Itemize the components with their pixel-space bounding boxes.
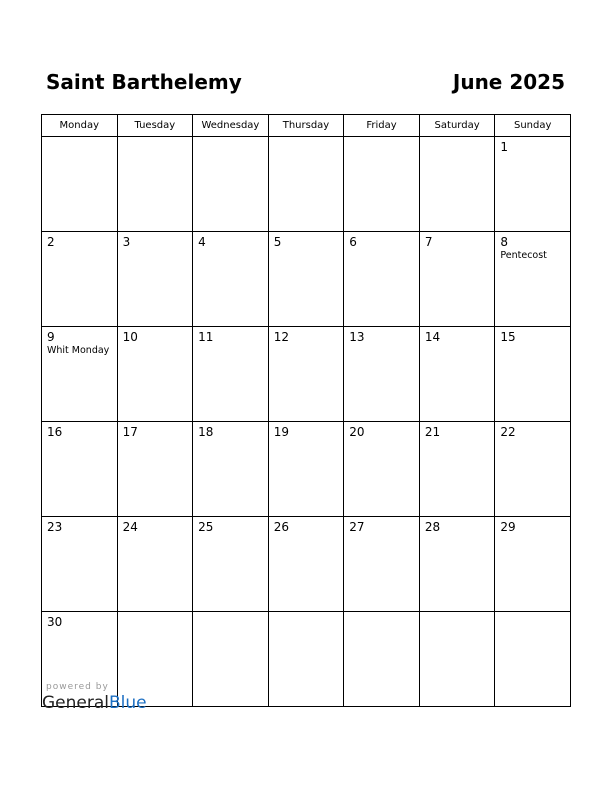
- calendar-day-cell: [268, 232, 344, 327]
- day-number: 16: [47, 425, 63, 439]
- day-number: 26: [273, 520, 289, 534]
- holiday-label: Whit Monday: [47, 345, 110, 356]
- day-number: 25: [198, 520, 214, 534]
- day-number: 29: [500, 520, 516, 534]
- calendar-day-cell: [419, 232, 495, 327]
- calendar-day-cell: [42, 327, 118, 422]
- day-number: 30: [47, 615, 63, 629]
- powered-by-label: powered by: [46, 682, 109, 692]
- day-number: 8: [500, 235, 509, 249]
- calendar-day-cell: [42, 232, 118, 327]
- day-number: 3: [122, 235, 131, 249]
- calendar-day-cell: [419, 327, 495, 422]
- calendar-day-cell: [42, 137, 118, 232]
- calendar-day-cell: [419, 517, 495, 612]
- weekday-header: Friday: [344, 115, 420, 137]
- day-number: 21: [424, 425, 441, 439]
- calendar-day-cell: [117, 327, 193, 422]
- day-number: 19: [273, 425, 289, 439]
- day-number: 9: [47, 330, 55, 344]
- calendar-day-cell: [193, 612, 269, 707]
- calendar-day-cell: [268, 612, 344, 707]
- calendar-day-cell: [495, 137, 571, 232]
- day-number: 2: [47, 235, 55, 249]
- day-number: 6: [349, 235, 357, 249]
- calendar-day-cell: [268, 137, 344, 232]
- calendar-grid: [41, 114, 571, 707]
- calendar-day-cell: [344, 517, 420, 612]
- day-number: 22: [500, 425, 516, 439]
- calendar-day-cell: [193, 232, 269, 327]
- calendar-day-cell: [117, 517, 193, 612]
- calendar-day-cell: [117, 232, 193, 327]
- calendar-week-row: [42, 232, 571, 327]
- calendar-day-cell: [193, 137, 269, 232]
- weekday-header: Saturday: [419, 115, 495, 137]
- calendar-day-cell: [193, 517, 269, 612]
- calendar-day-cell: [344, 327, 420, 422]
- calendar-day-cell: [419, 137, 495, 232]
- day-number: 5: [273, 235, 282, 249]
- calendar-day-cell: [268, 517, 344, 612]
- day-number: 12: [273, 330, 289, 344]
- calendar-day-cell: [344, 137, 420, 232]
- day-number: 27: [349, 520, 365, 534]
- calendar-day-cell: [495, 327, 571, 422]
- day-number: 14: [424, 330, 441, 344]
- calendar-day-cell: [193, 327, 269, 422]
- weekday-header: Monday: [42, 115, 118, 137]
- calendar-day-cell: [193, 422, 269, 517]
- holiday-label: Pentecost: [500, 250, 547, 261]
- calendar-day-cell: [495, 232, 571, 327]
- day-number: 20: [349, 425, 365, 439]
- calendar-week-row: [42, 137, 571, 232]
- brand-logo: [42, 693, 147, 713]
- brand-blue: Blue: [109, 693, 147, 713]
- day-number: 11: [198, 330, 214, 344]
- weekday-header: Sunday: [495, 115, 571, 137]
- day-number: 13: [349, 330, 365, 344]
- day-number: 17: [122, 425, 138, 439]
- day-number: 23: [47, 520, 63, 534]
- day-number: 28: [424, 520, 441, 534]
- day-number: 18: [198, 425, 214, 439]
- calendar-week-row: [42, 517, 571, 612]
- weekday-header: Wednesday: [193, 115, 269, 137]
- calendar-month-title: June 2025: [452, 70, 565, 94]
- calendar-day-cell: [419, 422, 495, 517]
- calendar-day-cell: [344, 232, 420, 327]
- calendar-week-row: [42, 327, 571, 422]
- day-number: 10: [122, 330, 138, 344]
- calendar-country-title: Saint Barthelemy: [46, 70, 242, 94]
- day-number: 4: [198, 235, 206, 249]
- calendar-day-cell: [344, 612, 420, 707]
- day-number: 7: [424, 235, 433, 249]
- calendar-day-cell: [268, 327, 344, 422]
- calendar-day-cell: [495, 612, 571, 707]
- weekday-header: Tuesday: [117, 115, 193, 137]
- calendar-day-cell: [117, 137, 193, 232]
- calendar-day-cell: [268, 422, 344, 517]
- day-number: 15: [500, 330, 516, 344]
- calendar-week-row: [42, 422, 571, 517]
- calendar-day-cell: [42, 517, 118, 612]
- calendar-day-cell: [42, 422, 118, 517]
- calendar-day-cell: [117, 422, 193, 517]
- calendar-day-cell: [419, 612, 495, 707]
- day-number: 1: [500, 140, 509, 154]
- brand-general: General: [42, 693, 109, 713]
- calendar-day-cell: [495, 517, 571, 612]
- day-number: 24: [122, 520, 138, 534]
- calendar-day-cell: [344, 422, 420, 517]
- weekday-header: Thursday: [268, 115, 344, 137]
- calendar-day-cell: [495, 422, 571, 517]
- weekday-header-row: [42, 115, 571, 137]
